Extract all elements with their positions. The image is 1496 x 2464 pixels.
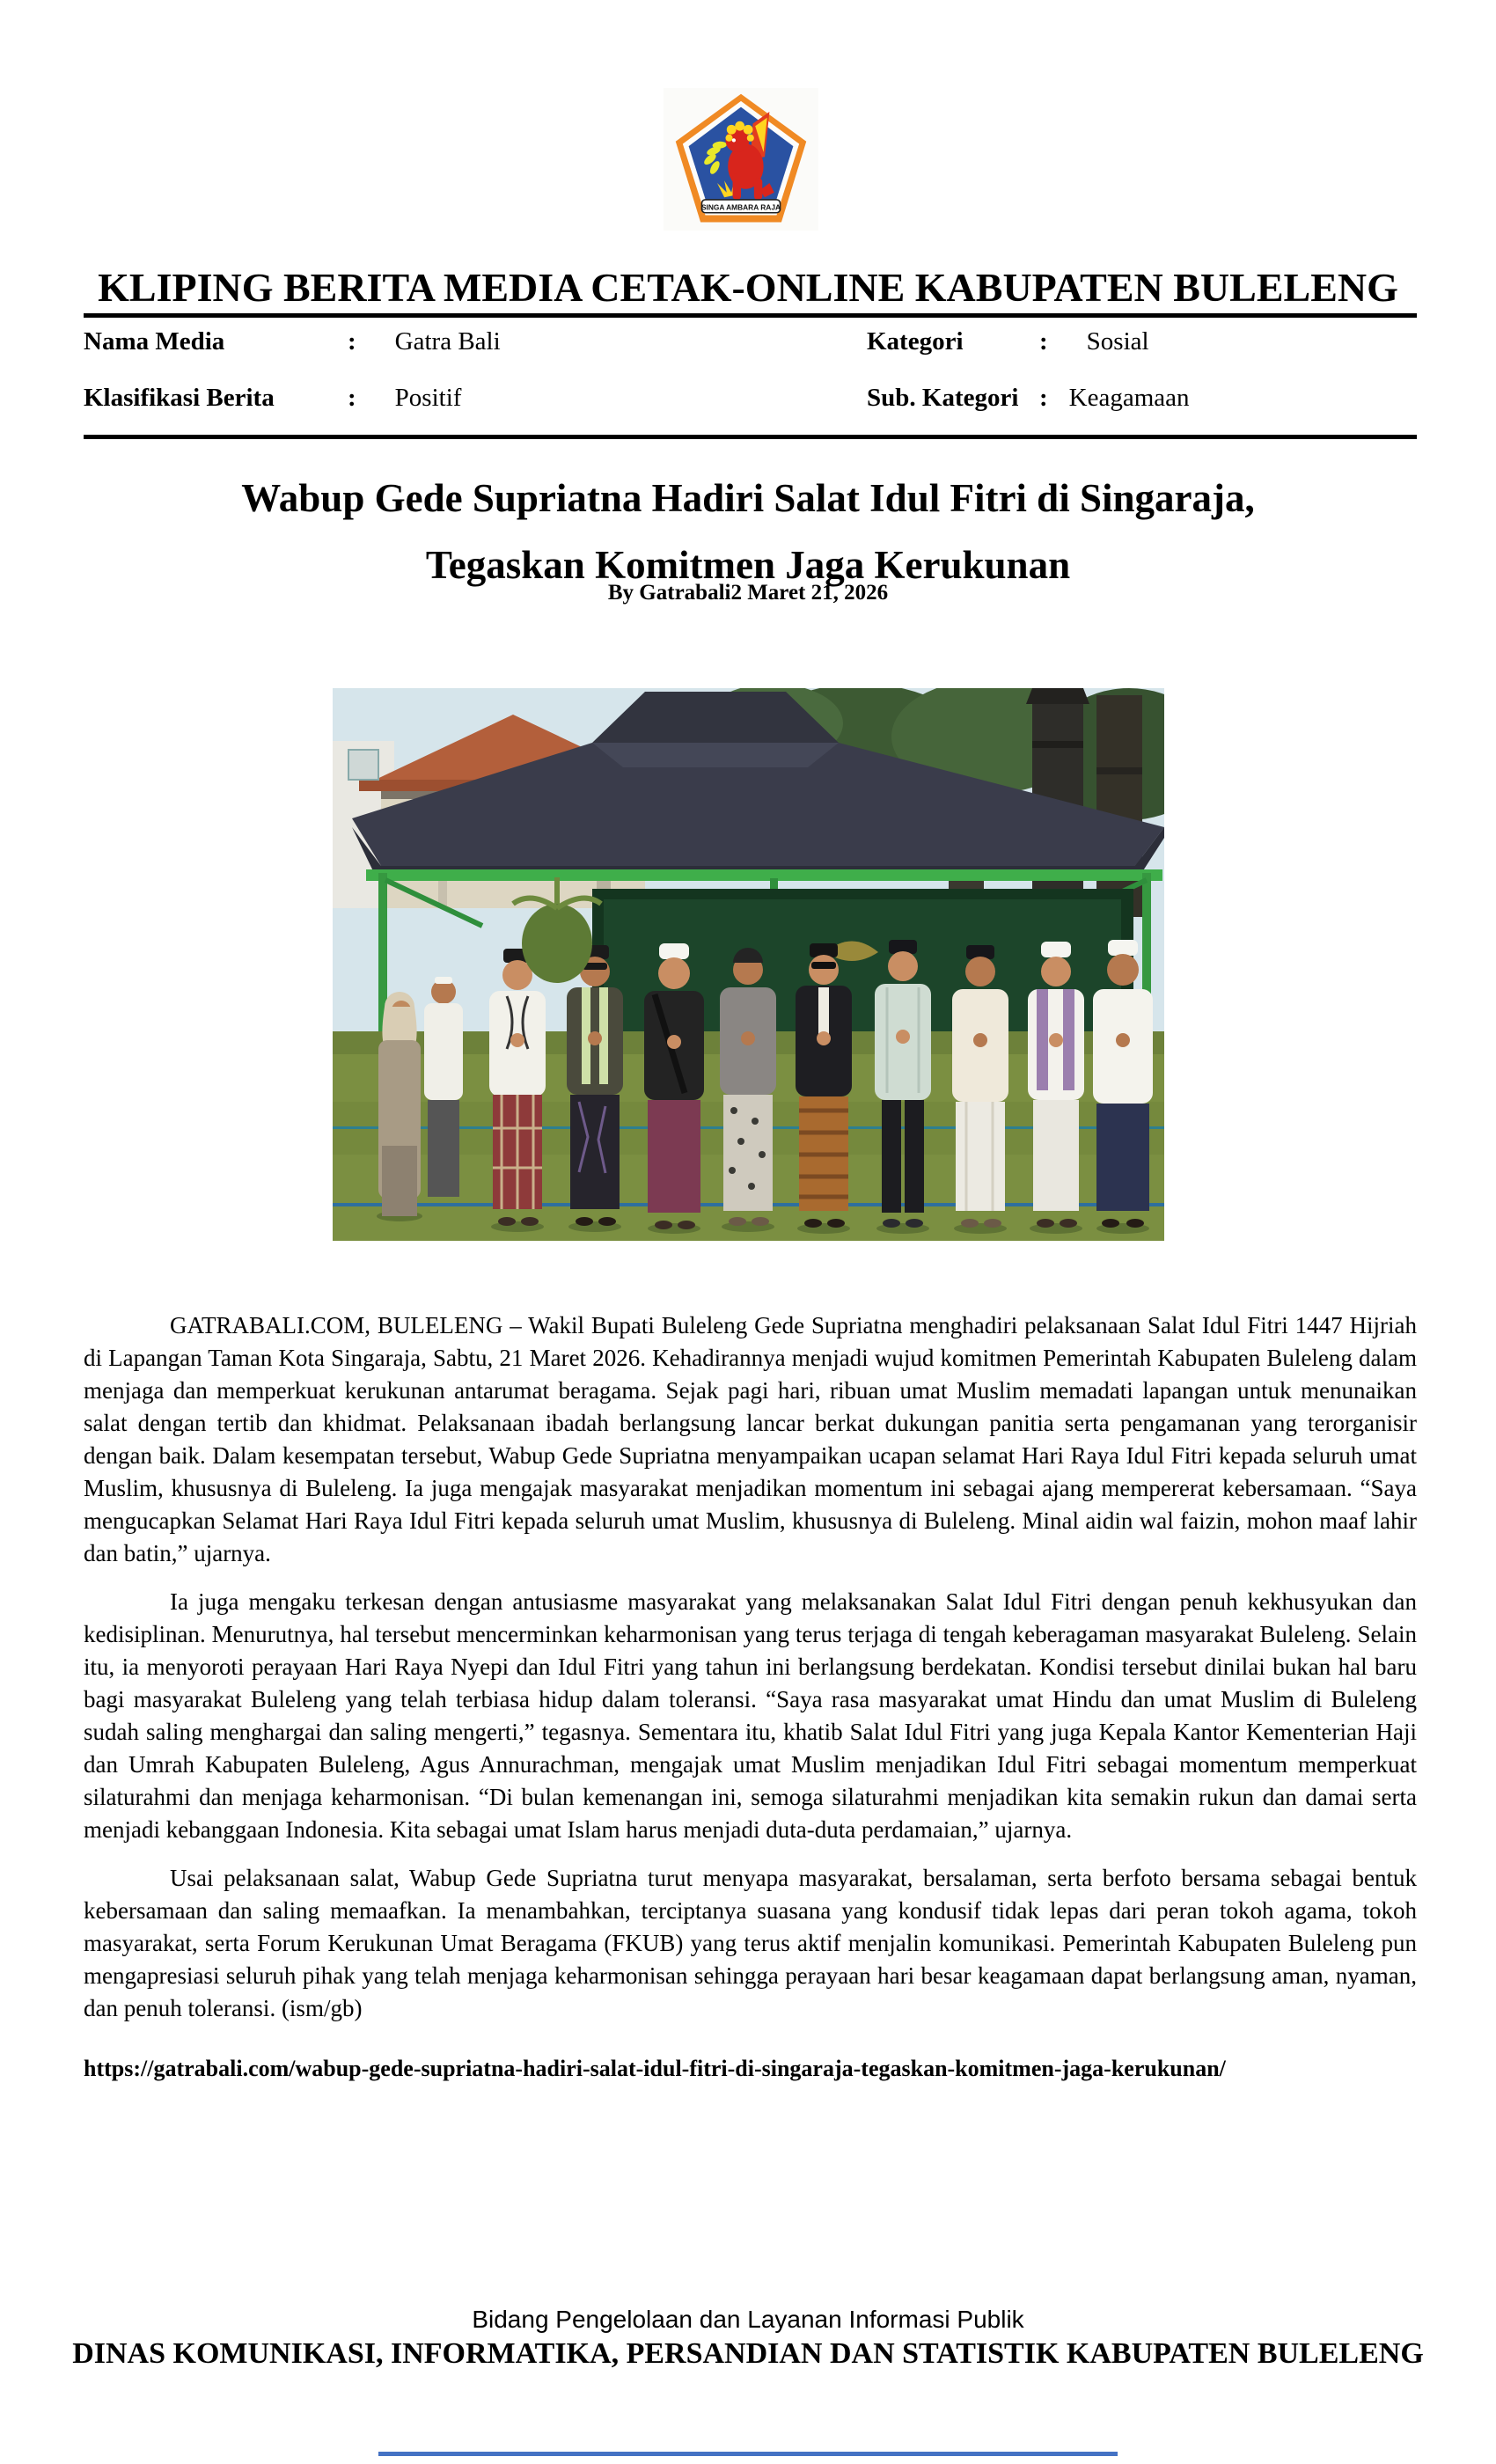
article-byline: By Gatrabali2 Maret 21, 2026: [607, 581, 889, 605]
meta-value: Gatra Bali: [394, 327, 501, 356]
header-rule-top: [84, 313, 1417, 318]
person-4: [720, 948, 776, 1232]
crest-banner-text: SINGA AMBARA RAJA: [700, 202, 781, 212]
article-paragraph-1: GATRABALI.COM, BULELENG – Wakil Bupati Buleleng Gede Supriatna menghadiri pelaksanaan Salat Idul Fitri 1447 Hijriah di Lapangan Taman Kota Singaraja, Sabtu, 21 Maret 2026. Kehadirannya menjadi wujud komitmen Pemerintah Kabupaten Buleleng dalam menjaga dan memperkuat kerukunan antarumat beragama. Sejak pagi hari, ribuan umat Muslim memadati lapangan untuk menunaikan salat dengan tertib dan khidmat. Pelaksanaan ibadah berlangsung lancar berkat dukungan panitia serta pengamanan yang terorganisir dengan baik. Dalam kesempatan tersebut, Wabup Gede Supriatna menyampaikan ucapan selamat Hari Raya Idul Fitri kepada seluruh umat Muslim, khususnya di Buleleng. Ia juga mengajak masyarakat menjadikan momentum ini sebagai ajang mempererat kebersamaan. “Saya mengucapkan Selamat Hari Raya Idul Fitri kepada seluruh umat Muslim, khususnya di Buleleng. Minal aidin wal faizin, mohon maaf lahir dan batin,” ujarnya.: [84, 1312, 1417, 1566]
meta-klasifikasi-berita: [84, 384, 461, 413]
meta-label: Nama Media: [84, 327, 225, 356]
article-title: [88, 465, 1408, 598]
colon-separator: :: [1039, 384, 1048, 412]
article-body: [84, 1309, 1417, 2025]
person-bystander: [424, 977, 463, 1197]
article-photo: [333, 688, 1164, 1241]
footer-division-line: Bidang Pengelolaan dan Layanan Informasi Publik: [472, 2306, 1024, 2333]
article-title-line1: Wabup Gede Supriatna Hadiri Salat Idul Fitri di Singaraja,: [241, 476, 1255, 520]
meta-value: Keagamaan: [1068, 384, 1190, 412]
meta-kategori: [867, 327, 1149, 356]
footer-agency-line: DINAS KOMUNIKASI, INFORMATIKA, PERSANDIAN DAN STATISTIK KABUPATEN BULELENG: [72, 2337, 1424, 2370]
meta-value: Sosial: [1086, 327, 1149, 356]
person-2: [567, 945, 623, 1232]
article-paragraph-3: Usai pelaksanaan salat, Wabup Gede Supriatna turut menyapa masyarakat, bersalaman, serta berfoto bersama sebagai bentuk kebersamaan dan saling memaafkan. Ia menambahkan, terciptanya suasana yang kondusif tidak lepas dari peran tokoh agama, tokoh masyarakat, serta Forum Kerukunan Umat Beragama (FKUB) yang terus aktif menjalin komunikasi. Pemerintah Kabupaten Buleleng pun mengapresiasi seluruh pihak yang telah menjaga keharmonisan sehingga perayaan hari besar keagamaan dapat berlangsung aman, nyaman, dan penuh toleransi. (ism/gb): [84, 1865, 1417, 2021]
person-hijab-woman: [377, 992, 422, 1221]
meta-label: Sub. Kategori: [867, 384, 1019, 412]
meta-label: Klasifikasi Berita: [84, 384, 275, 412]
meta-label: Kategori: [867, 327, 964, 356]
colon-separator: :: [348, 384, 356, 412]
crest-banner: [701, 200, 781, 213]
colon-separator: :: [1039, 327, 1048, 356]
meta-value: Positif: [394, 384, 462, 412]
person-5: [796, 943, 852, 1234]
source-url-link[interactable]: https://gatrabali.com/wabup-gede-supriatna-hadiri-salat-idul-fitri-di-singaraja-tegaskan-komitmen-jaga-kerukunan/: [84, 2056, 1226, 2081]
person-1: [489, 949, 546, 1232]
crest-pentagon-icon: [664, 88, 818, 231]
header-rule-bottom: [84, 435, 1417, 439]
document-title: KLIPING BERITA MEDIA CETAK-ONLINE KABUPATEN BULELENG: [98, 265, 1398, 310]
meta-nama-media: [84, 327, 501, 356]
article-paragraph-2: Ia juga mengaku terkesan dengan antusiasme masyarakat yang melaksanakan Salat Idul Fitri dengan penuh kekhusyukan dan kedisiplinan. Menurutnya, hal tersebut mencerminkan keharmonisan yang terus terjaga di tengah keberagaman masyarakat Buleleng. Selain itu, ia menyoroti perayaan Hari Raya Nyepi dan Idul Fitri yang tahun ini berlangsung berdekatan. Kondisi tersebut dinilai bukan hal baru bagi masyarakat Buleleng yang telah terbiasa hidup dalam toleransi. “Saya rasa masyarakat umat Hindu dan umat Muslim di Buleleng sudah saling menghargai dan saling mengerti,” tegasnya. Sementara itu, khatib Salat Idul Fitri yang juga Kepala Kantor Kementerian Haji dan Umrah Kabupaten Buleleng, Agus Annurachman, mengajak umat Muslim menjadikan Idul Fitri sebagai momentum memperkuat silaturahmi dan menjaga keharmonisan. “Di bulan kemenangan ini, semoga silaturahmi menjadikan kita semakin rukun dan damai serta menjadi kebanggaan Indonesia. Kita sebagai umat Islam harus menjadi duta-duta perdamaian,” ujarnya.: [84, 1588, 1417, 1843]
bottom-divider: [378, 2452, 1118, 2456]
colon-separator: :: [348, 327, 356, 356]
article-title-line2: Tegaskan Komitmen Jaga Kerukunan: [425, 543, 1071, 587]
meta-sub-kategori: [867, 384, 1190, 413]
buleleng-crest-logo: [664, 88, 818, 231]
